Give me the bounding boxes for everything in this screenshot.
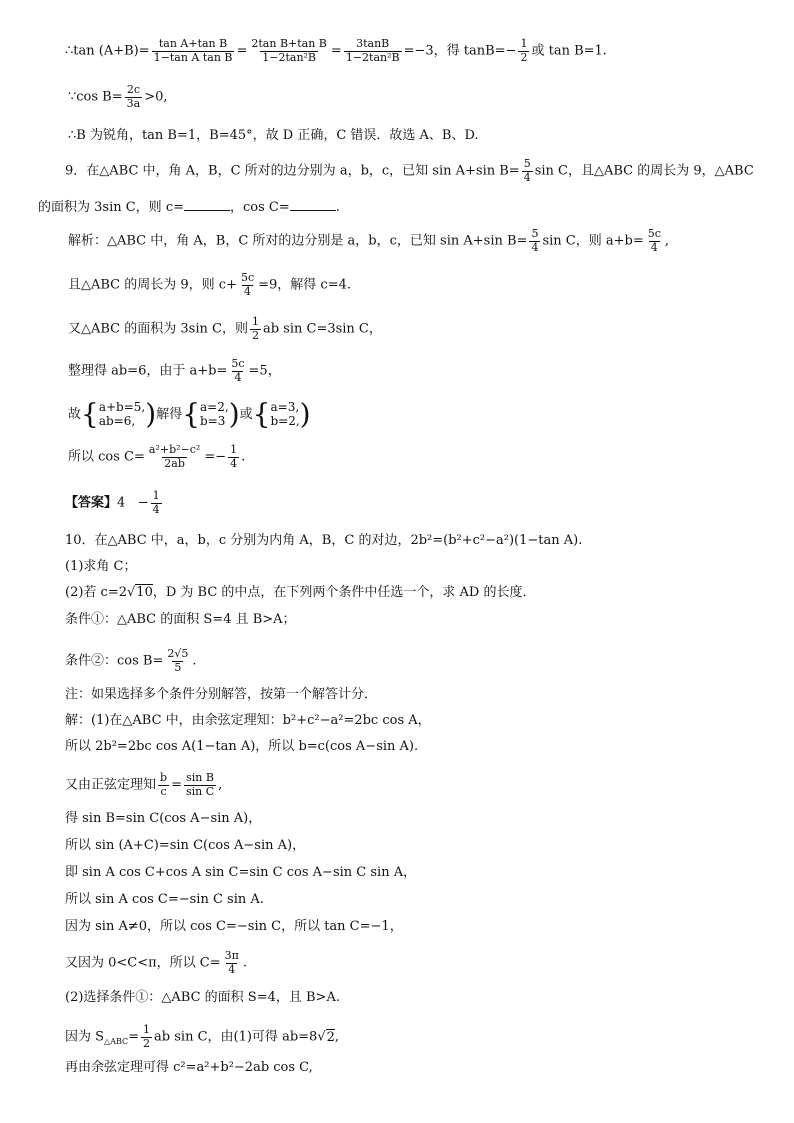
fraction: $\frac{3\pi}{4}$	[224, 949, 239, 976]
solution-10-line-7: 所以 sin A cos C=−sin C sin A.	[65, 892, 264, 907]
solution-10-line-4: 得 sin B=sin C(cos A−sin A)，	[65, 811, 262, 826]
derivation-line-2: ∵cos B= $\frac{2c}{3a}$ >0,	[68, 83, 168, 110]
question-9-line-1: 9．在△ABC 中，角 A，B，C 所对的边分别为 a，b，c，已知 sin A+sin B= $\frac{5}{4}$ sin C，且△ABC 的周长为 9，△ABC	[65, 157, 754, 184]
fraction: $\frac{5}{4}$	[523, 157, 531, 184]
solution-10-line-2: 所以 2b²=2bc cos A(1−tan A)，所以 b=c(cos A−sin A).	[65, 739, 419, 754]
solution-10-line-6: 即 sin A cos C+cos A sin C=sin C cos A−sin C sin A，	[65, 865, 417, 880]
equation-system: a=2, b=3	[200, 400, 229, 429]
answer-blank-c[interactable]	[184, 200, 230, 211]
solution-10-line-5: 所以 sin (A+C)=sin C(cos A−sin A)，	[65, 838, 306, 853]
solution-9-line-5: 故{ a+b=5, ab=6, )解得{ a=2, b=3 )或{ a=3, b=2, )	[68, 397, 311, 431]
question-10-note: 注：如果选择多个条件分别解答，按第一个解答计分．	[65, 687, 378, 702]
solution-9-line-6: 所以 cos C= $\frac{\text{a²+b²−c²}}{2ab}$ =− $\frac{1}{4}$ .	[68, 443, 246, 470]
solution-10-line-11: 因为 $S_{\triangle ABC}=$ $\frac{1}{2}$ ab sin C，由(1)可得 ab=8√2,	[65, 1023, 340, 1050]
fraction: $\frac{\text{sin B}}{\text{sin C}}$	[185, 771, 215, 798]
question-9-line-2: 的面积为 3sin C，则 c= ，cos C= .	[38, 200, 340, 215]
fraction: $\frac{\text{2tan B+tan B}}{\text{1−2tan²B}}$	[251, 37, 327, 64]
fraction: $\frac{1}{2}$	[251, 315, 259, 342]
fraction: $\frac{5c}{4}$	[240, 271, 255, 298]
solution-10-line-9: 又因为 0<C<π，所以 C= $\frac{3\pi}{4}$ .	[65, 949, 248, 976]
fraction: $\frac{5c}{4}$	[231, 357, 245, 384]
fraction: $\frac{\text{a²+b²−c²}}{2ab}$	[148, 443, 201, 470]
solution-9-line-3: 又△ABC 的面积为 3sin C，则 $\frac{1}{2}$ ab sin C=3sin C，	[68, 315, 382, 342]
fraction: $\frac{5}{4}$	[531, 227, 539, 254]
solution-10-line-1: 解：(1)在△ABC 中，由余弦定理知：b²+c²−a²=2bc cos A，	[65, 713, 431, 728]
derivation-line-3: ∴B 为锐角，tan B=1，B=45°，故 D 正确，C 错误．故选 A、B、D.	[68, 128, 479, 143]
answer-line: 【答案】4 − $\frac{1}{4}$	[65, 489, 160, 516]
question-10-line-5: 条件②：cos B= $\frac{2√5}{5}$ .	[65, 647, 197, 674]
solution-9-line-4: 整理得 ab=6，由于 a+b= $\frac{5c}{4}$ =5，	[68, 357, 281, 384]
derivation-line-1: ∴tan (A+B)= $\frac{\text{tan A+tan B}}{\text{1−tan A tan B}}$ = $\frac{\text{2tan B+tan B}}{\text{1−2tan²B}}$ = $\frac{3\tan B}{\text{1−2tan²B}}$ =−3，得 tanB=− $\frac{1}{2}$ 或 tan B=1.	[65, 37, 607, 64]
fraction: $\frac{1}{4}$	[152, 489, 160, 516]
equation-system: a+b=5, ab=6,	[98, 400, 146, 429]
fraction: $\frac{2√5}{5}$	[167, 647, 189, 674]
solution-10-line-12: 再由余弦定理可得 c²=a²+b²−2ab cos C,	[65, 1060, 313, 1075]
answer-blank-cosc[interactable]	[290, 200, 336, 211]
fraction: $\frac{b}{c}$	[160, 771, 168, 798]
question-10-line-3: (2)若 c=2√10，D 为 BC 的中点，在下列两个条件中任选一个，求 AD 的长度．	[65, 585, 536, 600]
equation-system: a=3, b=2,	[270, 400, 300, 429]
fraction: $\frac{1}{2}$	[520, 37, 528, 64]
radical: 2	[326, 1029, 335, 1045]
fraction: $\frac{1}{2}$	[143, 1023, 151, 1050]
question-10-line-2: (1)求角 C；	[65, 559, 137, 574]
fraction: $\frac{3\tan B}{\text{1−2tan²B}}$	[345, 37, 400, 64]
solution-10-line-8: 因为 sin A≠0，所以 cos C=−sin C，所以 tan C=−1，	[65, 919, 403, 934]
solution-10-line-10: (2)选择条件①：△ABC 的面积 S=4，且 B>A.	[65, 990, 340, 1005]
question-10-line-1: 10．在△ABC 中，a，b，c 分别为内角 A，B，C 的对边，2b²=(b²+c²−a²)(1−tan A).	[65, 533, 583, 548]
radical: 10	[136, 585, 153, 600]
fraction: $\frac{5c}{4}$	[647, 227, 661, 254]
fraction: $\frac{\text{tan A+tan B}}{\text{1−tan A tan B}}$	[153, 37, 233, 64]
solution-10-line-3: 又由正弦定理知 $\frac{b}{c}$ = $\frac{\text{sin B}}{\text{sin C}}$ ,	[65, 771, 223, 798]
solution-9-line-2: 且△ABC 的周长为 9，则 c+ $\frac{5c}{4}$ =9，解得 c=4.	[68, 271, 352, 298]
fraction: $\frac{2c}{3a}$	[126, 83, 141, 110]
fraction: $\frac{1}{4}$	[230, 443, 238, 470]
solution-9-line-1: 解析：△ABC 中，角 A，B，C 所对的边分别是 a，b，c，已知 sin A+sin B= $\frac{5}{4}$ sin C，则 a+b= $\frac{5c}{4}$ ,	[68, 227, 670, 254]
question-10-line-4: 条件①：△ABC 的面积 S=4 且 B>A；	[65, 612, 296, 627]
